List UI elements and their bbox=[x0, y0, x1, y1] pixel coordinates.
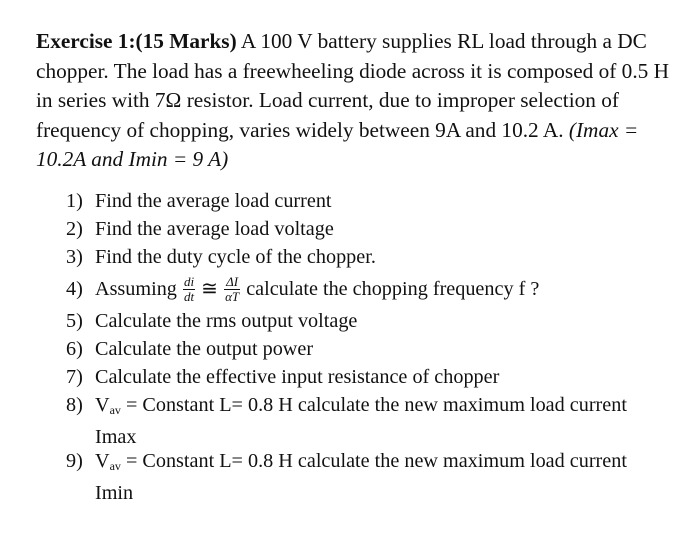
fraction-denominator: dt bbox=[183, 289, 195, 305]
question-continuation: Imin bbox=[95, 482, 134, 505]
exercise-text: A 100 V battery supplies RL load through a DC chopper. The load has a freewheeling diode across it is composed of 0.5 H in series with 7Ω resistor. Load current, due to improper selection of frequency of chopping, varies widely between 9A and 10.2 A. bbox=[36, 29, 670, 142]
question-number: 2) bbox=[66, 218, 83, 241]
question-text: Calculate the rms output voltage bbox=[95, 309, 358, 332]
question-item bbox=[66, 272, 676, 307]
question-number: 6) bbox=[66, 337, 83, 360]
question-number: 7) bbox=[66, 365, 83, 388]
question-number: 1) bbox=[66, 190, 83, 212]
question-item bbox=[66, 391, 676, 447]
question-item bbox=[66, 215, 676, 243]
question-text: Calculate the output power bbox=[95, 337, 314, 360]
voltage-symbol: V bbox=[95, 450, 110, 473]
question-item bbox=[66, 447, 676, 503]
question-suffix: calculate the chopping frequency f ? bbox=[246, 277, 540, 300]
question-number: 5) bbox=[66, 309, 83, 332]
question-item bbox=[66, 243, 676, 271]
question-text: Find the average load current bbox=[95, 190, 332, 212]
question-number: 4) bbox=[66, 277, 83, 300]
derivative-fraction bbox=[183, 275, 195, 304]
fraction-denominator: αT bbox=[225, 289, 240, 305]
delta-fraction bbox=[224, 275, 240, 304]
question-number: 9) bbox=[66, 450, 83, 473]
question-item bbox=[66, 335, 676, 363]
question-list bbox=[66, 187, 676, 503]
exercise-statement bbox=[36, 27, 676, 175]
fraction-numerator: ΔI bbox=[224, 275, 240, 290]
question-continuation: Imax bbox=[95, 426, 137, 449]
question-item bbox=[66, 307, 676, 335]
exercise-title: Exercise 1:(15 Marks) bbox=[36, 29, 237, 53]
question-text: = Constant L= 0.8 H calculate the new maximum load current bbox=[120, 450, 627, 473]
question-text: Find the duty cycle of the chopper. bbox=[95, 246, 376, 269]
approx-symbol: ≅ bbox=[201, 277, 219, 300]
question-item bbox=[66, 187, 676, 215]
question-number: 8) bbox=[66, 394, 83, 417]
question-text: Find the average load voltage bbox=[95, 218, 334, 241]
current-limits-condition: (Imax = 10.2A and Imin = 9 A) bbox=[36, 117, 639, 171]
question-item bbox=[66, 363, 676, 391]
question-text: Calculate the effective input resistance of chopper bbox=[95, 365, 500, 388]
voltage-symbol: V bbox=[95, 394, 110, 417]
question-prefix: Assuming bbox=[95, 277, 177, 300]
voltage-subscript: av bbox=[109, 403, 121, 418]
fraction-numerator: di bbox=[183, 274, 195, 290]
voltage-subscript: av bbox=[109, 459, 121, 474]
question-text: = Constant L= 0.8 H calculate the new maximum load current bbox=[120, 394, 627, 417]
question-number: 3) bbox=[66, 246, 83, 269]
